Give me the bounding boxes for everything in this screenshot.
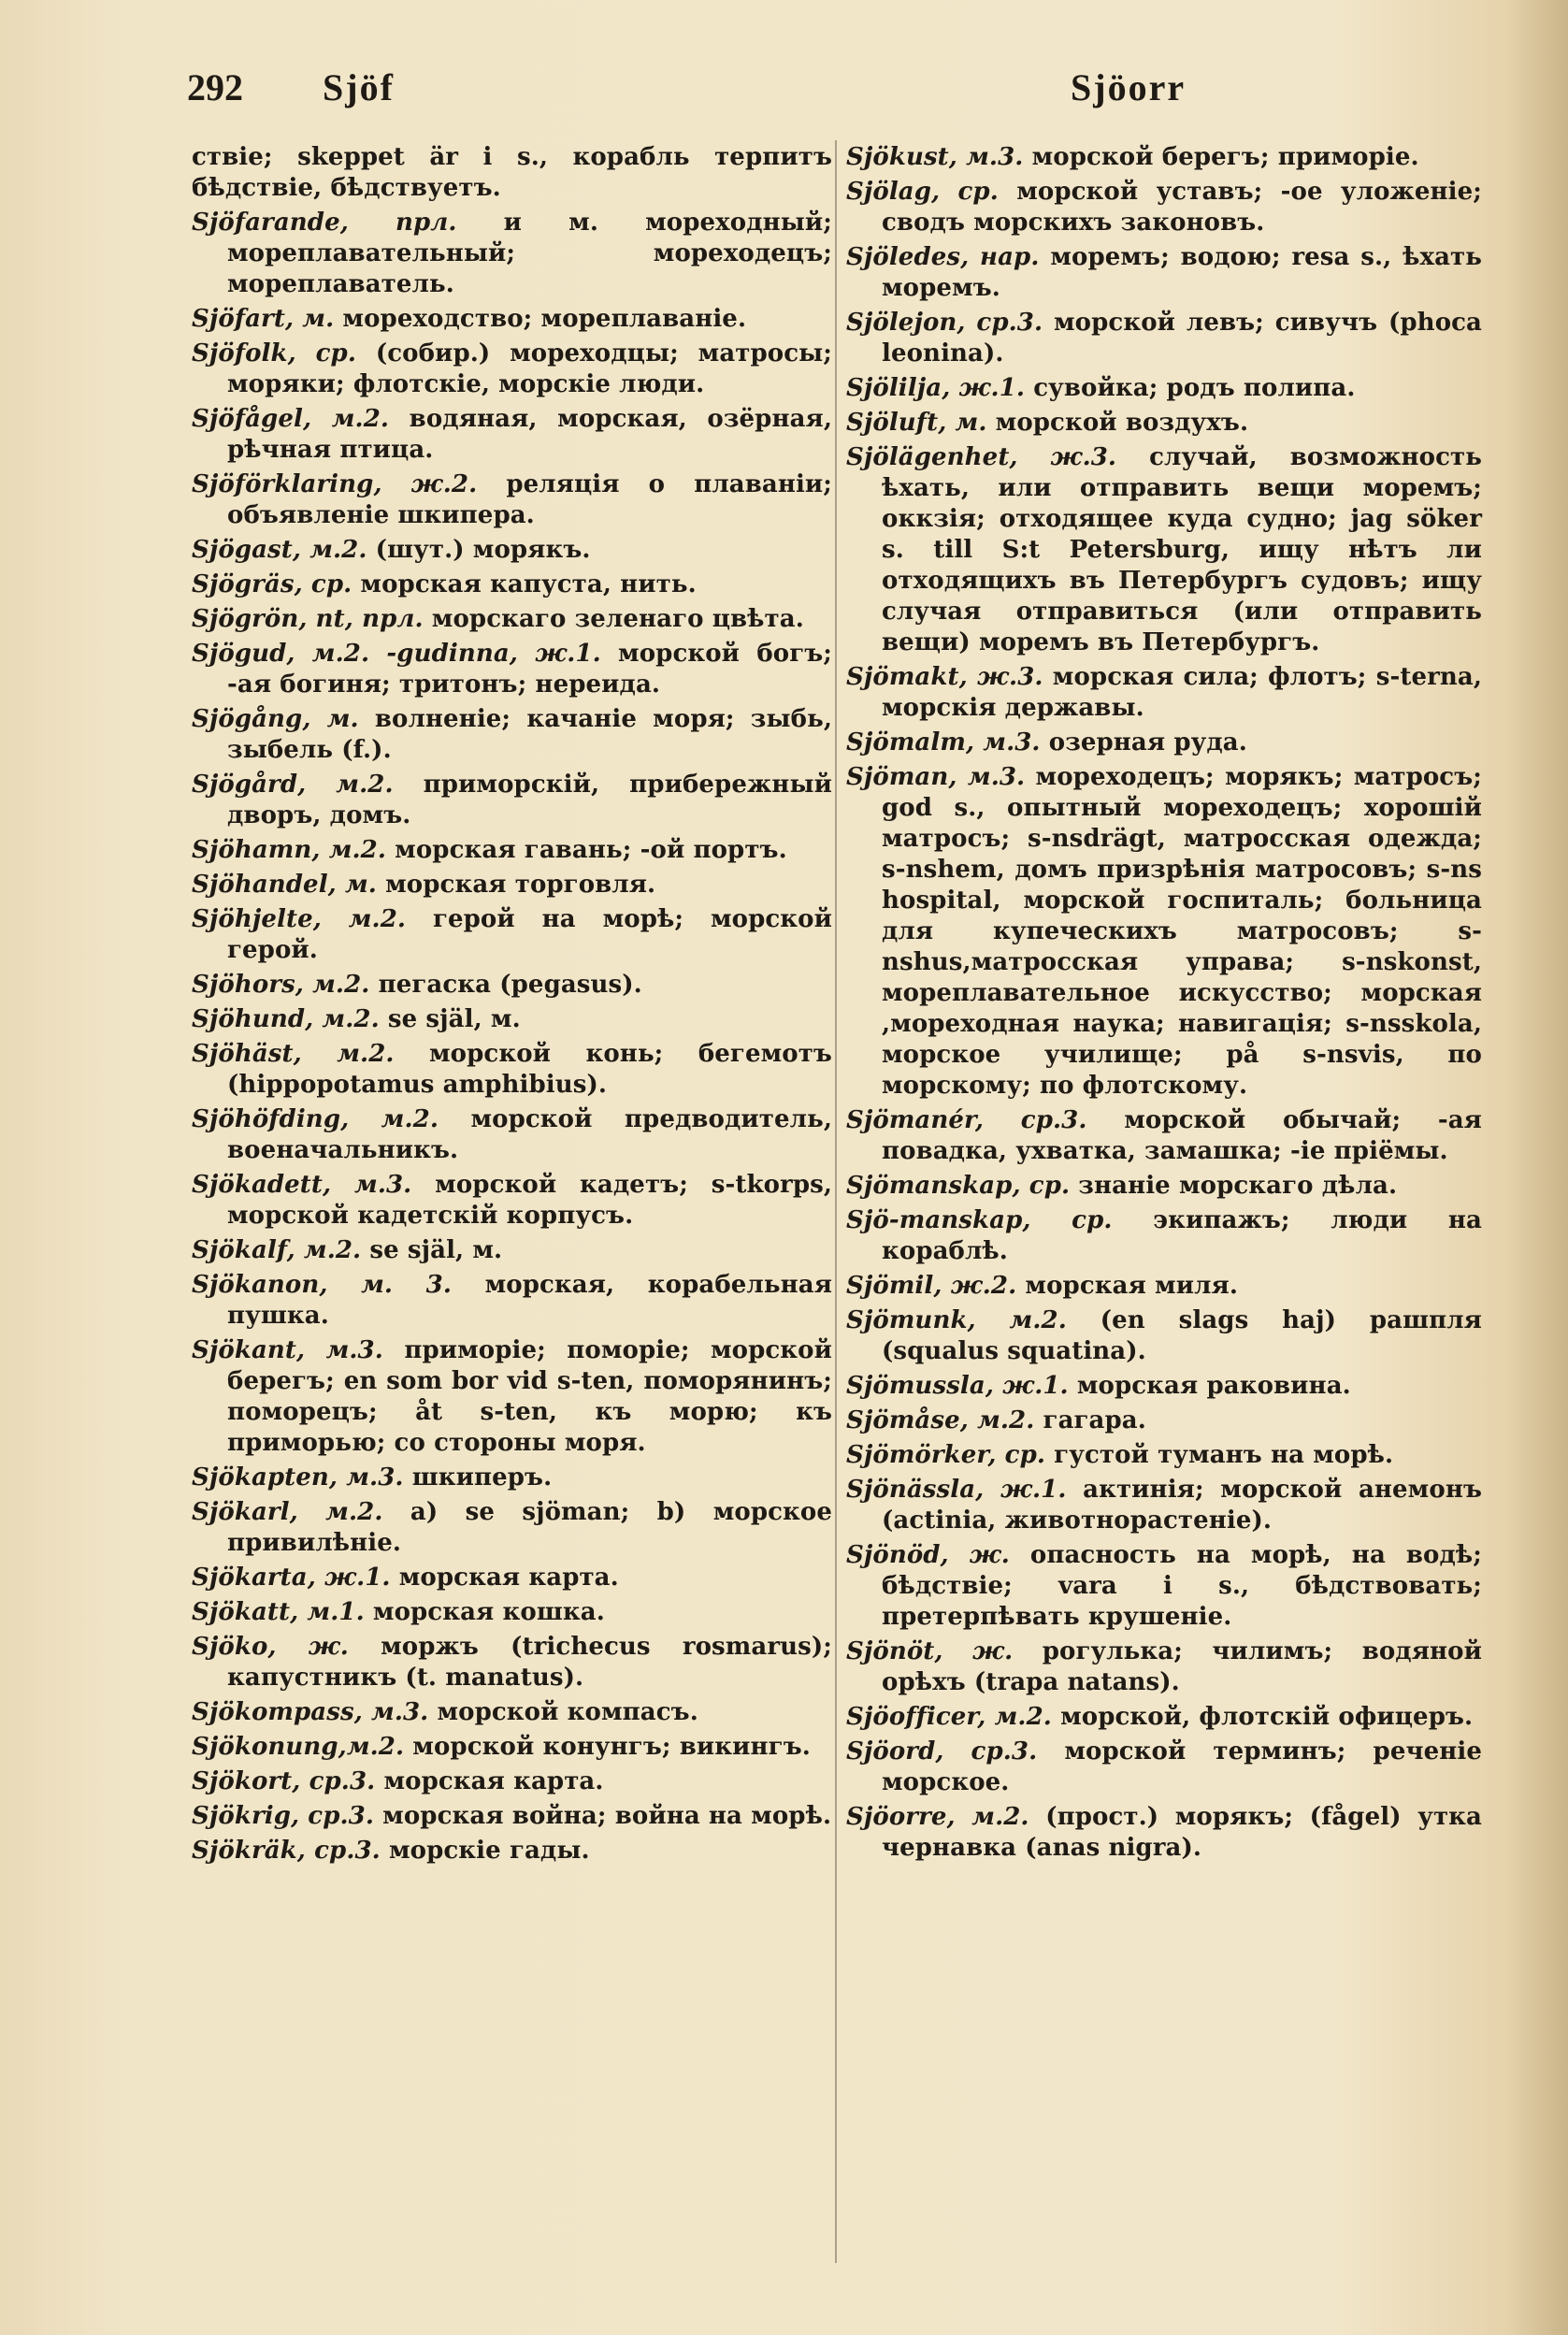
entry-headword: Sjölilja, ж.1. <box>846 374 1026 402</box>
dictionary-entry <box>192 1563 832 1593</box>
entry-headword: Sjölägenhet, ж.3. <box>846 443 1117 471</box>
entry-definition: морской обычай; -ая повадка, ухватка, замашка; -іе пріёмы. <box>882 1106 1482 1165</box>
entry-headword: Sjöord, ср.3. <box>846 1737 1038 1766</box>
dictionary-entry <box>192 404 832 466</box>
dictionary-entry <box>192 1004 832 1035</box>
entry-headword: Sjökanon, м. 3. <box>192 1271 452 1299</box>
entry-definition: водяная, морская, озёрная, рѣчная птица. <box>227 405 832 464</box>
entry-headword: Sjöledes, нар. <box>846 243 1040 271</box>
dictionary-entry <box>846 728 1482 758</box>
entry-headword: Sjömanskap, ср. <box>846 1172 1071 1200</box>
entry-definition: морская, корабельная пушка. <box>227 1271 832 1330</box>
entry-headword: Sjögång, м. <box>192 705 359 733</box>
entry-definition: реляція о плаваніи; объявленіе шкипера. <box>227 470 833 529</box>
entry-definition: озерная руда. <box>1048 728 1247 757</box>
entry-definition: мореходство; мореплаваніе. <box>342 305 747 333</box>
dictionary-entry <box>846 1405 1482 1436</box>
entry-definition: волненіе; качаніе моря; зыбь, зыбель (f.). <box>227 705 832 764</box>
entry-definition: морской воздухъ. <box>995 409 1249 437</box>
entry-definition: (собир.) мореходцы; матросы; моряки; флотскіе, морскіе люди. <box>227 339 832 398</box>
entry-definition: сувойка; родъ полипа. <box>1033 374 1356 402</box>
entry-headword: Sjönöd, ж. <box>846 1541 1010 1569</box>
dictionary-entry <box>846 1636 1482 1698</box>
entry-definition: гагара. <box>1043 1406 1146 1434</box>
dictionary-entry <box>192 142 832 204</box>
entry-definition: морская торговля. <box>385 871 656 899</box>
dictionary-entry <box>192 904 832 966</box>
dictionary-entry <box>192 1235 832 1266</box>
entry-headword: Sjönöt, ж. <box>846 1637 1014 1665</box>
left-column <box>192 142 832 1870</box>
entry-definition: знаніе морскаго дѣла. <box>1078 1172 1398 1200</box>
dictionary-entry <box>846 177 1482 238</box>
entry-headword: Sjögräs, ср. <box>192 570 352 598</box>
entry-definition: (прост.) морякъ; (fågel) утка чернавка (anas nigra). <box>882 1803 1482 1862</box>
entry-headword: Sjöhandel, м. <box>192 871 377 899</box>
entry-headword: Sjögud, м.2. -gudinna, ж.1. <box>192 640 601 668</box>
entry-definition: экипажъ; люди на кораблѣ. <box>882 1206 1482 1265</box>
dictionary-entry <box>846 1205 1482 1267</box>
entry-definition: морская кошка. <box>372 1598 605 1626</box>
dictionary-entry <box>846 1440 1482 1471</box>
dictionary-entry <box>192 1697 832 1728</box>
entry-headword: Sjöman, м.3. <box>846 763 1026 791</box>
page-header <box>187 65 1403 122</box>
entry-headword: Sjöorre, м.2. <box>846 1803 1029 1831</box>
entry-definition: морской берегъ; приморіе. <box>1031 143 1419 171</box>
entry-headword: Sjökort, ср.3. <box>192 1767 376 1795</box>
entry-definition: случай, возможность ѣхать, или отправить вещи моремъ; оккзія; отходящее куда судно; jag söker s. till S:t Petersburg, ищу нѣтъ ли отходящихъ въ Петербургъ судовъ; ищу случая отправиться (или отправить вещи) моремъ въ Петербургъ. <box>882 443 1482 656</box>
entry-definition: морской конь; бегемотъ (hippopotamus amphibius). <box>227 1040 832 1099</box>
entry-headword: Sjölejon, ср.3. <box>846 309 1043 337</box>
entry-definition: морская гавань; -ой портъ. <box>395 836 787 864</box>
dictionary-entry <box>192 1170 832 1232</box>
entry-definition: морской левъ; сивучъ (phoca leonina). <box>882 309 1483 368</box>
entry-definition: (шут.) морякъ. <box>375 536 591 564</box>
entry-headword: Sjömussla, ж.1. <box>846 1372 1069 1400</box>
dictionary-entry <box>846 1802 1482 1864</box>
dictionary-entry <box>846 1737 1482 1798</box>
entry-headword: Sjökräk, ср.3. <box>192 1837 381 1865</box>
dictionary-entry <box>846 1271 1482 1302</box>
dictionary-entry <box>846 1105 1482 1167</box>
entry-definition: рогулька; чилимъ; водяной орѣхъ (trapa natans). <box>882 1637 1482 1696</box>
column-divider <box>835 140 837 2263</box>
entry-headword: Sjömörker, ср. <box>846 1441 1046 1469</box>
entry-definition: морской богъ; -ая богиня; тритонъ; нереида. <box>227 640 832 699</box>
entry-headword: Sjöhund, м.2. <box>192 1005 380 1033</box>
entry-definition: пегаска (pegasus). <box>378 971 642 999</box>
entry-headword: Sjökarta, ж.1. <box>192 1564 391 1592</box>
dictionary-entry <box>846 662 1482 724</box>
entry-definition: моржъ (trichecus rosmarus); капустникъ (t. manatus). <box>227 1633 832 1692</box>
entry-definition: густой туманъ на морѣ. <box>1054 1441 1394 1469</box>
dictionary-entry <box>846 762 1482 1102</box>
dictionary-entry <box>192 469 832 531</box>
entry-headword: Sjöfolk, ср. <box>192 339 356 368</box>
dictionary-entry <box>846 1702 1482 1733</box>
entry-headword: Sjökrig, ср.3. <box>192 1802 375 1830</box>
dictionary-entry <box>846 408 1482 439</box>
entry-definition: морской, флотскій офицеръ. <box>1060 1703 1474 1731</box>
dictionary-entry <box>192 304 832 335</box>
entry-definition: мореходецъ; морякъ; матросъ; god s., опытный мореходецъ; хорошій матросъ; s-nsdrägt, матросская одежда; s-nshem, домъ призрѣнія матросовъ; s-ns hospital, морской госпиталь; больница для купеческихъ матросовъ; s-nshus,матросская управа; s-nskonst, мореплавательное искусство; морская ,мореходная наука; навигація; s-nsskola, морское училище; på s-nsvis, по морскому; по флотскому. <box>882 763 1482 1100</box>
dictionary-entry <box>192 1497 832 1559</box>
entry-headword: Sjökust, м.3. <box>846 143 1024 171</box>
left-guide-word: Sjöf <box>323 66 395 108</box>
entry-headword: Sjö-manskap, ср. <box>846 1206 1113 1234</box>
entry-headword: Sjöofficer, м.2. <box>846 1703 1052 1731</box>
dictionary-entry <box>192 1597 832 1628</box>
entry-headword: Sjölag, ср. <box>846 178 999 206</box>
dictionary-entry <box>846 1305 1482 1367</box>
entry-headword: Sjömanér, ср.3. <box>846 1106 1087 1134</box>
dictionary-entry <box>846 1540 1482 1633</box>
dictionary-entry <box>192 704 832 766</box>
entry-definition: морскаго зеленаго цвѣта. <box>431 605 804 633</box>
dictionary-entry <box>846 1475 1482 1536</box>
entry-definition: и м. мореходный; мореплавательный; мореходецъ; мореплаватель. <box>227 209 832 298</box>
dictionary-entry <box>846 373 1482 404</box>
entry-definition: морская сила; флотъ; s-terna, морскія державы. <box>882 663 1482 722</box>
dictionary-entry <box>192 1335 832 1459</box>
entry-definition: морская война; война на морѣ. <box>382 1802 832 1830</box>
entry-definition: моремъ; водою; resa s., ѣхать моремъ. <box>882 243 1482 302</box>
entry-headword: Sjöhamn, м.2. <box>192 836 387 864</box>
entry-headword: Sjöfart, м. <box>192 305 335 333</box>
page-number: 292 <box>187 66 243 108</box>
dictionary-entry <box>846 442 1482 658</box>
dictionary-entry <box>846 1371 1482 1402</box>
entry-headword: Sjöko, ж. <box>192 1633 349 1661</box>
entry-headword: Sjömil, ж.2. <box>846 1272 1017 1300</box>
dictionary-entry <box>192 1766 832 1797</box>
dictionary-entry <box>192 1270 832 1332</box>
dictionary-entry <box>192 639 832 700</box>
entry-headword: Sjökonung,м.2. <box>192 1733 405 1761</box>
dictionary-entry <box>192 1632 832 1694</box>
right-column <box>846 142 1482 1867</box>
dictionary-entry <box>192 835 832 866</box>
entry-headword: Sjöhjelte, м.2. <box>192 905 407 933</box>
entry-definition: морской компасъ. <box>437 1698 698 1726</box>
entry-definition: se själ, м. <box>369 1236 503 1264</box>
entry-definition: актинія; морской анемонъ (actinia, животнорастеніе). <box>882 1476 1482 1535</box>
entry-definition: морской предводитель, военачальникъ. <box>227 1105 832 1164</box>
dictionary-entry <box>192 970 832 1001</box>
right-guide-word: Sjöorr <box>1071 66 1187 108</box>
entry-definition: морская раковина. <box>1076 1372 1351 1400</box>
entry-definition: морская карта. <box>398 1564 619 1592</box>
entry-headword: Sjögård, м.2. <box>192 771 394 799</box>
dictionary-entry <box>192 1463 832 1493</box>
entry-definition: (en slags haj) рашпля (squalus squatina). <box>882 1306 1482 1365</box>
entry-definition: морской кадетъ; s-tkorps, морской кадетскій корпусъ. <box>227 1171 832 1230</box>
entry-headword: Sjökalf, м.2. <box>192 1236 362 1264</box>
entry-definition: морской уставъ; -ое уложеніе; сводъ морскихъ законовъ. <box>882 178 1482 237</box>
dictionary-entry <box>846 242 1482 304</box>
entry-headword: Sjöfågel, м.2. <box>192 405 390 433</box>
dictionary-entry <box>192 870 832 901</box>
entry-headword: Sjögrön, nt, прл. <box>192 605 424 633</box>
entry-headword: Sjöfarande, прл. <box>192 209 457 237</box>
entry-definition: морская карта. <box>383 1767 604 1795</box>
entry-definition: морская капуста, нить. <box>360 570 697 598</box>
entry-headword: Sjönässla, ж.1. <box>846 1476 1067 1504</box>
entry-definition: опасность на морѣ, на водѣ; бѣдствіе; vara i s., бѣдствовать; претерпѣвать крушеніе. <box>882 1541 1482 1631</box>
dictionary-entry <box>192 569 832 600</box>
dictionary-entry <box>846 142 1482 173</box>
dictionary-entry <box>192 1104 832 1166</box>
entry-definition: морская миля. <box>1025 1272 1238 1300</box>
entry-definition: a) se sjöman; b) морское привилѣніе. <box>227 1498 832 1557</box>
entry-headword: Sjökadett, м.3. <box>192 1171 412 1199</box>
dictionary-entry <box>846 308 1482 369</box>
dictionary-entry <box>192 604 832 635</box>
dictionary-entry <box>192 1039 832 1101</box>
entry-headword: Sjögast, м.2. <box>192 536 367 564</box>
entry-headword: Sjömakt, ж.3. <box>846 663 1043 691</box>
entry-headword: Sjöhäst, м.2. <box>192 1040 395 1068</box>
entry-headword: Sjömåse, м.2. <box>846 1406 1035 1434</box>
entry-headword: Sjöluft, м. <box>846 409 987 437</box>
entry-headword: Sjökarl, м.2. <box>192 1498 383 1526</box>
dictionary-entry <box>192 1836 832 1867</box>
dictionary-entry <box>192 208 832 300</box>
entry-headword: Sjökapten, м.3. <box>192 1463 404 1492</box>
dictionary-entry <box>192 1801 832 1832</box>
entry-definition: морской конунгъ; викингъ. <box>412 1733 811 1761</box>
entry-headword: Sjöförklaring, ж.2. <box>192 470 478 498</box>
entry-headword: Sjöhors, м.2. <box>192 971 370 999</box>
dictionary-entry <box>192 770 832 831</box>
entry-definition: морской терминъ; реченіе морское. <box>882 1737 1482 1796</box>
entry-headword: Sjökompass, м.3. <box>192 1698 429 1726</box>
entry-headword: Sjömalm, м.3. <box>846 728 1041 757</box>
entry-definition: ствіе; skeppet är i s., корабль терпитъ бѣдствіе, бѣдствуетъ. <box>192 143 832 202</box>
entry-definition: герой на морѣ; морской герой. <box>227 905 832 964</box>
entry-definition: приморіе; поморіе; морской берегъ; en som bor vid s-ten, поморянинъ; поморецъ; åt s-ten, къ морю; къ приморью; со стороны моря. <box>227 1336 832 1457</box>
entry-headword: Sjöhöfding, м.2. <box>192 1105 439 1133</box>
entry-definition: se själ, м. <box>387 1005 521 1033</box>
entry-headword: Sjökant, м.3. <box>192 1336 383 1364</box>
entry-headword: Sjömunk, м.2. <box>846 1306 1067 1334</box>
dictionary-entry <box>846 1171 1482 1202</box>
entry-definition: шкиперъ. <box>411 1463 553 1492</box>
entry-definition: приморскій, прибережный дворъ, домъ. <box>227 771 832 829</box>
entry-headword: Sjökatt, м.1. <box>192 1598 365 1626</box>
dictionary-entry <box>192 1732 832 1763</box>
entry-definition: морскіе гады. <box>388 1837 590 1865</box>
dictionary-entry <box>192 339 832 400</box>
dictionary-entry <box>192 535 832 566</box>
